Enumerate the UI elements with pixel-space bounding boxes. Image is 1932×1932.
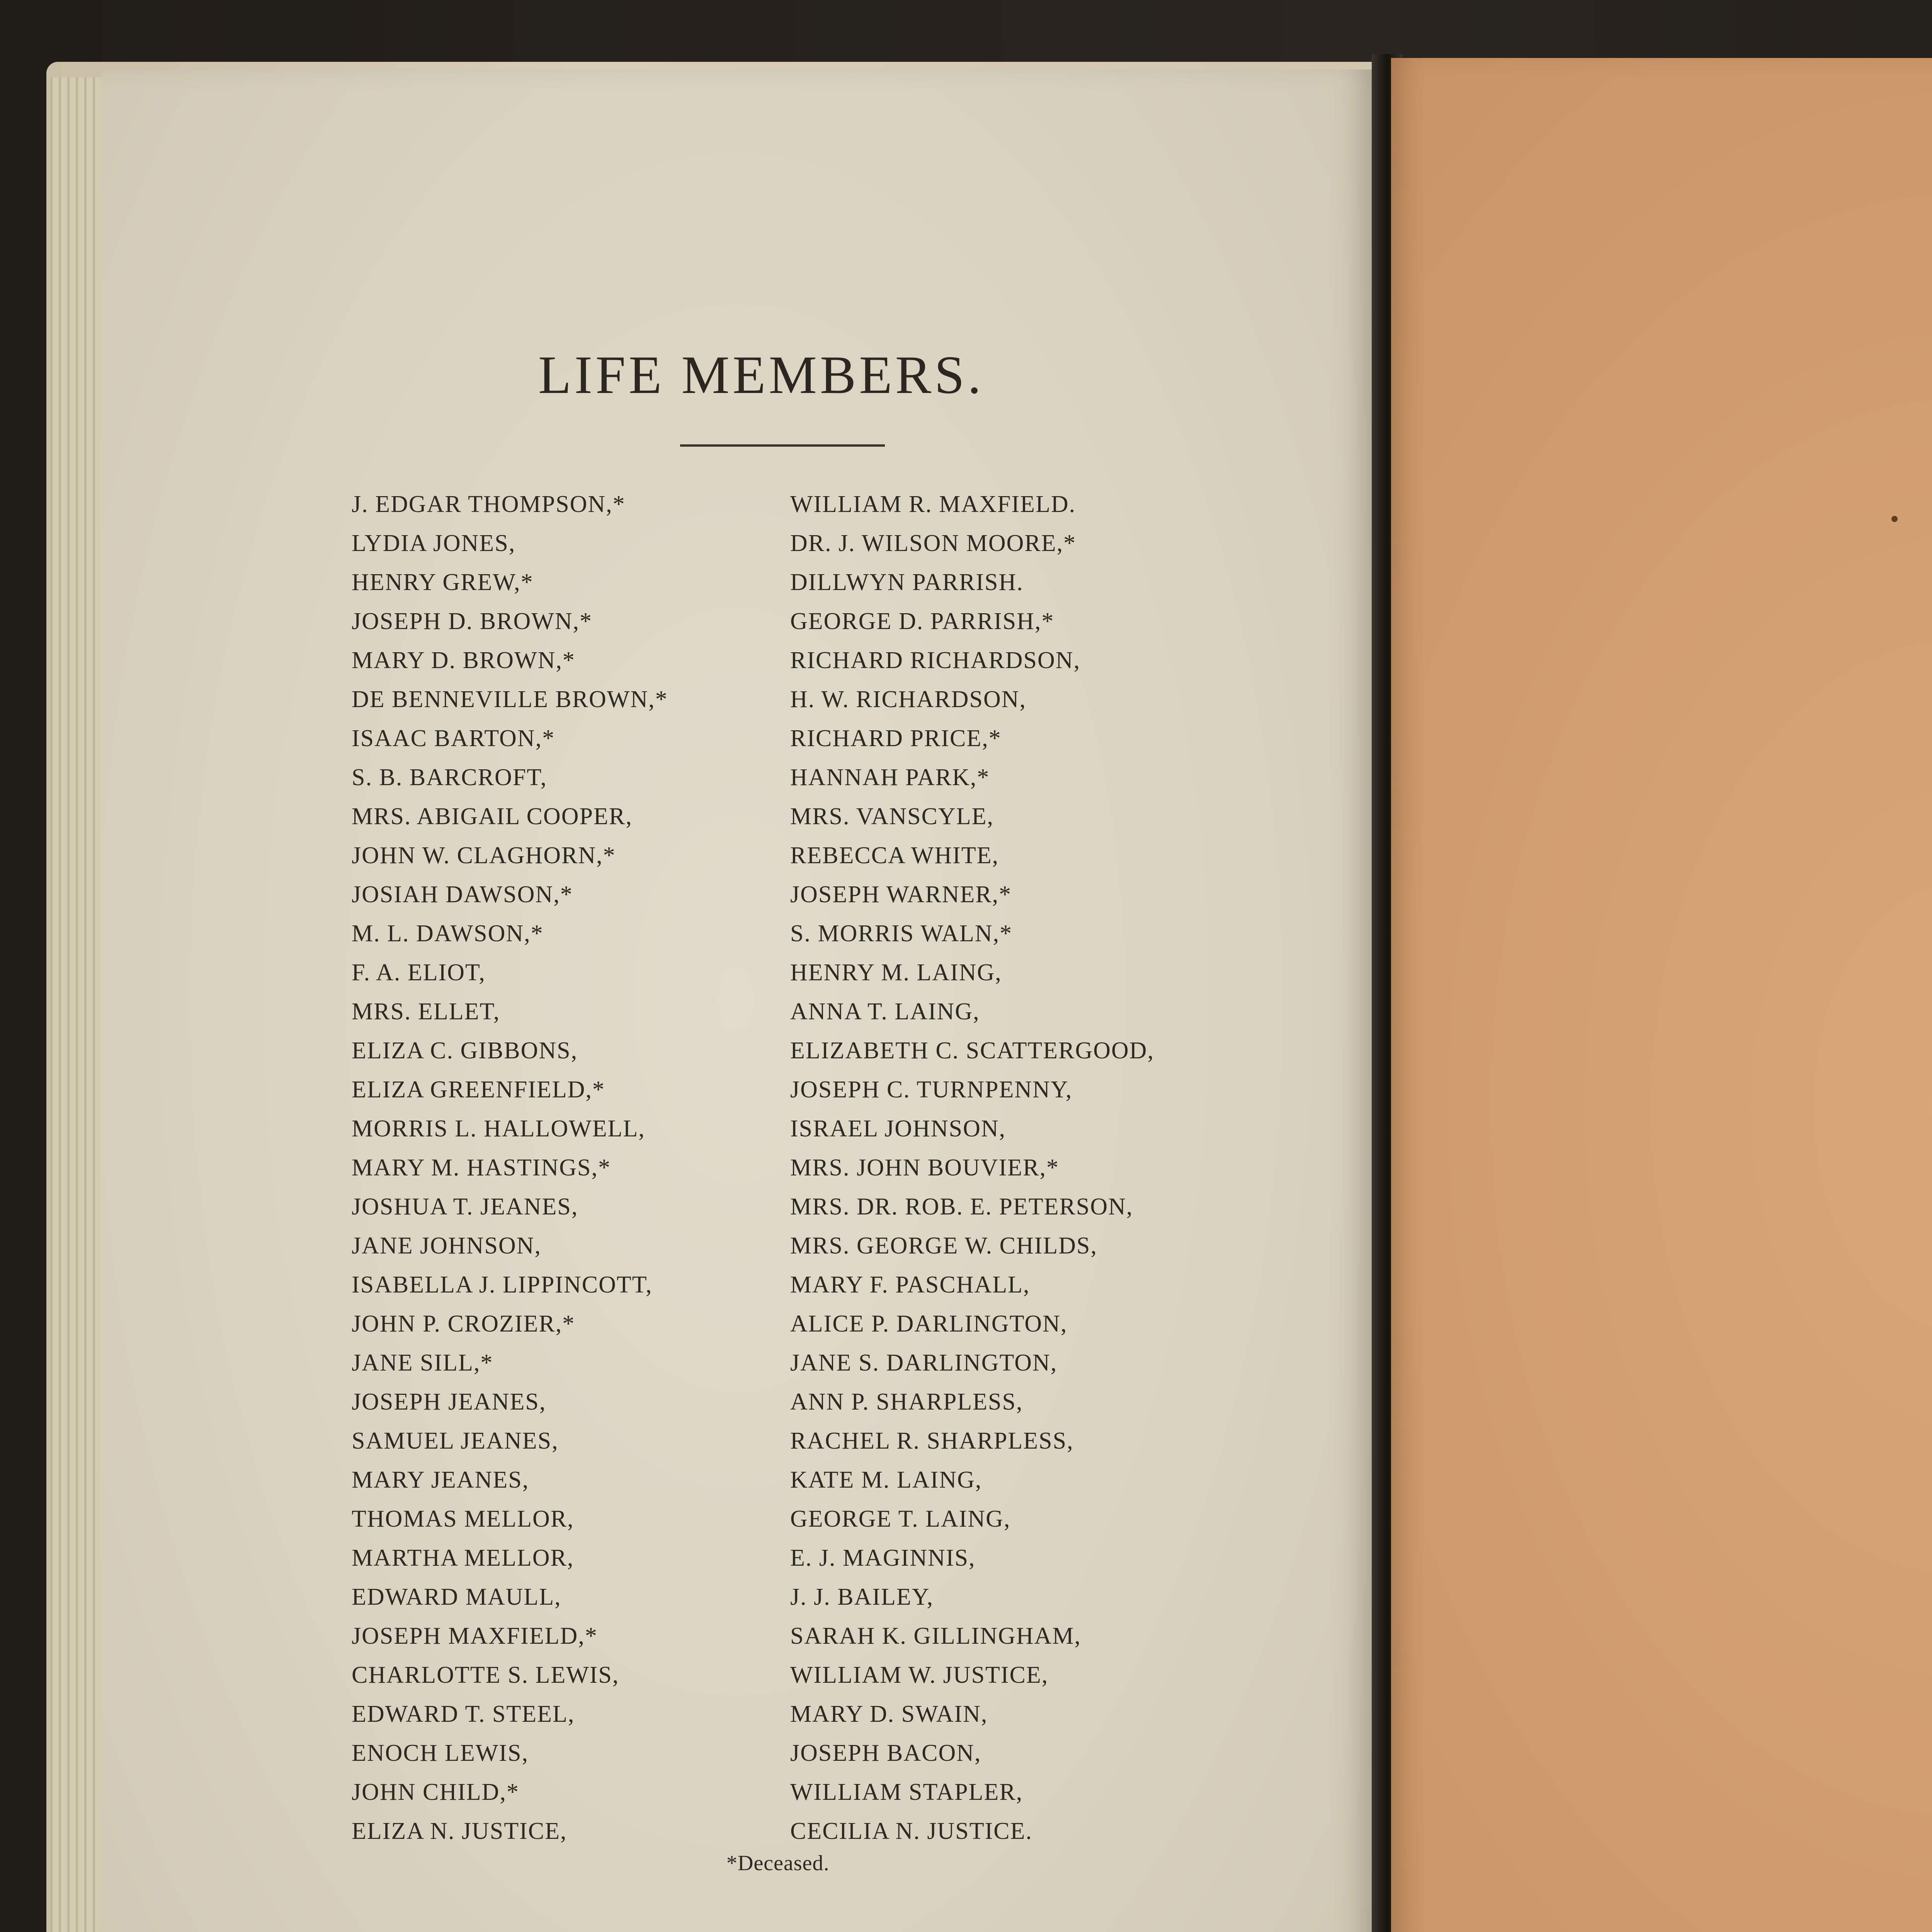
member-name: GEORGE D. PARRISH,* (790, 608, 1054, 634)
member-name: JANE JOHNSON, (352, 1233, 542, 1259)
member-name: KATE M. LAING, (790, 1467, 982, 1493)
member-name: E. J. MAGINNIS, (790, 1545, 976, 1571)
member-name: MRS. ELLET, (352, 998, 500, 1025)
member-name: CHARLOTTE S. LEWIS, (352, 1662, 619, 1688)
member-name: SARAH K. GILLINGHAM, (790, 1623, 1081, 1649)
member-name: JOSEPH D. BROWN,* (352, 608, 593, 634)
member-name: EDWARD T. STEEL, (352, 1701, 575, 1727)
member-name: WILLIAM STAPLER, (790, 1779, 1023, 1805)
member-name: DR. J. WILSON MOORE,* (790, 530, 1077, 556)
deceased-footnote: *Deceased. (726, 1851, 830, 1875)
member-name: JANE SILL,* (352, 1350, 493, 1376)
member-name: ANNA T. LAING, (790, 998, 980, 1025)
member-name: MARTHA MELLOR, (352, 1545, 574, 1571)
member-name: ELIZA N. JUSTICE, (352, 1818, 567, 1844)
member-name: MARY D. SWAIN, (790, 1701, 988, 1727)
right-page-blank (1391, 58, 1932, 1932)
member-name: S. MORRIS WALN,* (790, 920, 1013, 947)
member-name: MARY M. HASTINGS,* (352, 1155, 611, 1181)
member-name: ELIZABETH C. SCATTERGOOD, (790, 1037, 1155, 1064)
member-name: JOSEPH MAXFIELD,* (352, 1623, 598, 1649)
member-name: ENOCH LEWIS, (352, 1740, 529, 1766)
member-name: DE BENNEVILLE BROWN,* (352, 686, 668, 713)
member-name: MRS. ABIGAIL COOPER, (352, 803, 633, 830)
member-name: ELIZA GREENFIELD,* (352, 1077, 605, 1103)
member-name: JOHN W. CLAGHORN,* (352, 842, 616, 869)
member-name: JOSHUA T. JEANES, (352, 1194, 578, 1220)
member-name: JOSEPH BACON, (790, 1740, 981, 1766)
member-name: J. EDGAR THOMPSON,* (352, 491, 626, 517)
member-name: HANNAH PARK,* (790, 764, 990, 791)
member-name: JOHN CHILD,* (352, 1779, 519, 1805)
member-name: MARY F. PASCHALL, (790, 1272, 1030, 1298)
member-name: HENRY GREW,* (352, 569, 534, 595)
member-name: JOSEPH C. TURNPENNY, (790, 1077, 1073, 1103)
member-name: JOHN P. CROZIER,* (352, 1311, 575, 1337)
member-name: ISRAEL JOHNSON, (790, 1116, 1006, 1142)
paper-speck (1891, 516, 1898, 522)
member-name: MRS. GEORGE W. CHILDS, (790, 1233, 1097, 1259)
member-name: CECILIA N. JUSTICE. (790, 1818, 1032, 1844)
member-name: REBECCA WHITE, (790, 842, 999, 869)
member-name: ALICE P. DARLINGTON, (790, 1311, 1068, 1337)
member-name: RICHARD RICHARDSON, (790, 647, 1081, 673)
member-name: J. J. BAILEY, (790, 1584, 934, 1610)
member-name: WILLIAM W. JUSTICE, (790, 1662, 1049, 1688)
member-name: JOSEPH WARNER,* (790, 881, 1012, 908)
members-column-right (790, 485, 1154, 1851)
member-name: JOSEPH JEANES, (352, 1389, 546, 1415)
member-name: LYDIA JONES, (352, 530, 516, 556)
member-name: MRS. DR. ROB. E. PETERSON, (790, 1194, 1133, 1220)
member-name: ELIZA C. GIBBONS, (352, 1037, 578, 1064)
title-rule (680, 444, 885, 447)
member-name: MORRIS L. HALLOWELL, (352, 1116, 645, 1142)
member-name: GEORGE T. LAING, (790, 1506, 1011, 1532)
member-name: RACHEL R. SHARPLESS, (790, 1428, 1074, 1454)
member-name: F. A. ELIOT, (352, 959, 486, 986)
member-name: JANE S. DARLINGTON, (790, 1350, 1058, 1376)
member-name: SAMUEL JEANES, (352, 1428, 559, 1454)
member-name: MARY JEANES, (352, 1467, 529, 1493)
member-name: MRS. VANSCYLE, (790, 803, 994, 830)
member-name: H. W. RICHARDSON, (790, 686, 1027, 713)
member-name: EDWARD MAULL, (352, 1584, 561, 1610)
member-name: ANN P. SHARPLESS, (790, 1389, 1023, 1415)
member-name: MRS. JOHN BOUVIER,* (790, 1155, 1059, 1181)
member-name: S. B. BARCROFT, (352, 764, 548, 791)
member-name: WILLIAM R. MAXFIELD. (790, 491, 1076, 517)
page-title: LIFE MEMBERS. (538, 345, 985, 405)
member-name: MARY D. BROWN,* (352, 647, 575, 673)
members-column-left (352, 485, 668, 1851)
member-name: THOMAS MELLOR, (352, 1506, 574, 1532)
member-name: DILLWYN PARRISH. (790, 569, 1024, 595)
member-name: JOSIAH DAWSON,* (352, 881, 573, 908)
member-name: HENRY M. LAING, (790, 959, 1002, 986)
member-name: ISAAC BARTON,* (352, 725, 555, 752)
member-name: M. L. DAWSON,* (352, 920, 544, 947)
member-name: RICHARD PRICE,* (790, 725, 1002, 752)
member-name: ISABELLA J. LIPPINCOTT, (352, 1272, 653, 1298)
